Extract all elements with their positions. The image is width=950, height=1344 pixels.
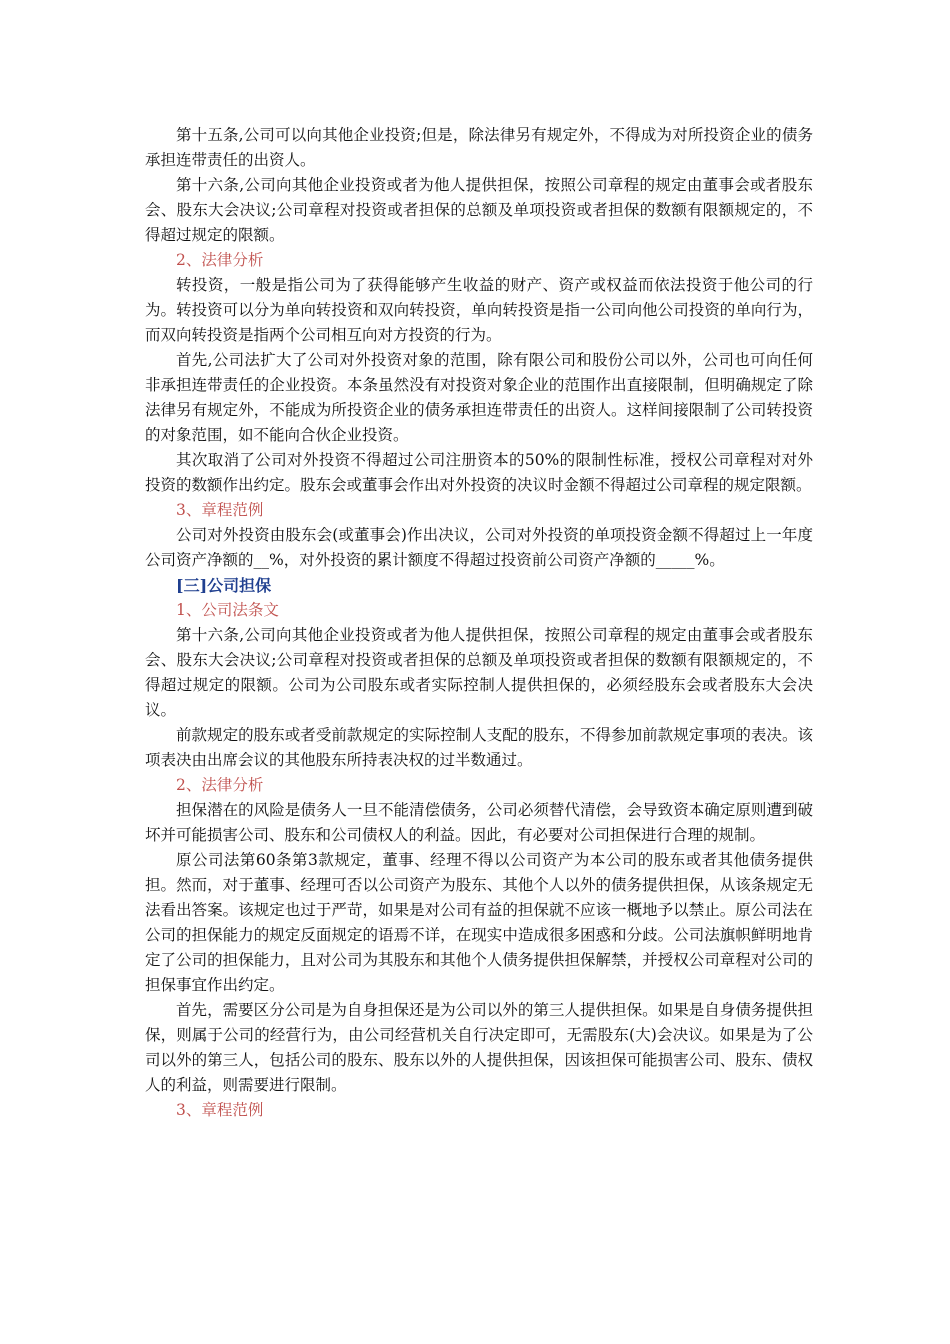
- section-heading-law-text: 1、公司法条文: [176, 601, 279, 619]
- distinguish-guarantee-paragraph: 首先，需要区分公司是为自身担保还是为公司以外的第三人提供担保。如果是自身债务提供担保，则属于公司的经营行为，由公司经营机关自行决定即可，无需股东(大)会决议。如果是为了公司以外的第三人，包括公司的股东、股东以外的人提供担保，因该担保可能损害公司、股东、债权人的利益，则需要进行限制。: [145, 1001, 813, 1094]
- guarantee-risk-paragraph: 担保潜在的风险是债务人一旦不能清偿债务，公司必须替代清偿，会导致资本确定原则遭到破坏并可能损害公司、股东和公司债权人的利益。因此，有必要对公司担保进行合理的规制。: [145, 801, 813, 844]
- section-heading-charter-example: 3、章程范例: [176, 501, 264, 519]
- chapter-heading-company-guarantee: [三]公司担保: [176, 576, 272, 595]
- article-16-paragraph: 第十六条,公司向其他企业投资或者为他人提供担保，按照公司章程的规定由董事会或者股东会、股东大会决议;公司章程对投资或者担保的总额及单项投资或者担保的数额有限额规定的，不得超过规定的限额。: [145, 176, 813, 244]
- section-heading-guarantee-charter-example: 3、章程范例: [176, 1101, 264, 1119]
- voting-restriction-paragraph: 前款规定的股东或者受前款规定的实际控制人支配的股东，不得参加前款规定事项的表决。该项表决由出席会议的其他股东所持表决权的过半数通过。: [145, 726, 813, 769]
- section-heading-guarantee-analysis: 2、法律分析: [176, 776, 264, 794]
- old-law-paragraph: 原公司法第60条第3款规定，董事、经理不得以公司资产为本公司的股东或者其他债务提供担。然而，对于董事、经理可否以公司资产为股东、其他个人以外的债务提供担保，从该条规定无法看出答案。该规定也过于严苛，如果是对公司有益的担保就不应该一概地予以禁止。原公司法在公司的担保能力的规定反面规定的语焉不详，在现实中造成很多困惑和分歧。公司法旗帜鲜明地肯定了公司的担保能力，且对公司为其股东和其他个人债务提供担保解禁，并授权公司章程对公司的担保事宜作出约定。: [145, 851, 813, 994]
- document-page: [145, 123, 813, 1123]
- section-heading-legal-analysis: 2、法律分析: [176, 251, 264, 269]
- charter-example-paragraph: 公司对外投资由股东会(或董事会)作出决议，公司对外投资的单项投资金额不得超过上一年度公司资产净额的__%，对外投资的累计额度不得超过投资前公司资产净额的_____%。: [145, 526, 813, 569]
- second-point-paragraph: 其次取消了公司对外投资不得超过公司注册资本的50%的限制性标准，授权公司章程对对外投资的数额作出约定。股东会或董事会作出对外投资的决议时金额不得超过公司章程的规定限额。: [145, 451, 813, 494]
- first-point-paragraph: 首先,公司法扩大了公司对外投资对象的范围，除有限公司和股份公司以外，公司也可向任何非承担连带责任的企业投资。本条虽然没有对投资对象企业的范围作出直接限制，但明确规定了除法律另有规定外，不能成为所投资企业的债务承担连带责任的出资人。这样间接限制了公司转投资的对象范围，如不能向合伙企业投资。: [145, 351, 813, 444]
- guarantee-article-16-paragraph: 第十六条,公司向其他企业投资或者为他人提供担保，按照公司章程的规定由董事会或者股东会、股东大会决议;公司章程对投资或者担保的总额及单项投资或者担保的数额有限额规定的，不得超过规定的限额。公司为公司股东或者实际控制人提供担保的，必须经股东会或者股东大会决议。: [145, 626, 813, 719]
- article-15-paragraph: 第十五条,公司可以向其他企业投资;但是，除法律另有规定外，不得成为对所投资企业的债务承担连带责任的出资人。: [145, 126, 813, 169]
- reinvestment-definition-paragraph: 转投资，一般是指公司为了获得能够产生收益的财产、资产或权益而依法投资于他公司的行为。转投资可以分为单向转投资和双向转投资，单向转投资是指一公司向他公司投资的单向行为，而双向转投资是指两个公司相互向对方投资的行为。: [145, 276, 813, 344]
